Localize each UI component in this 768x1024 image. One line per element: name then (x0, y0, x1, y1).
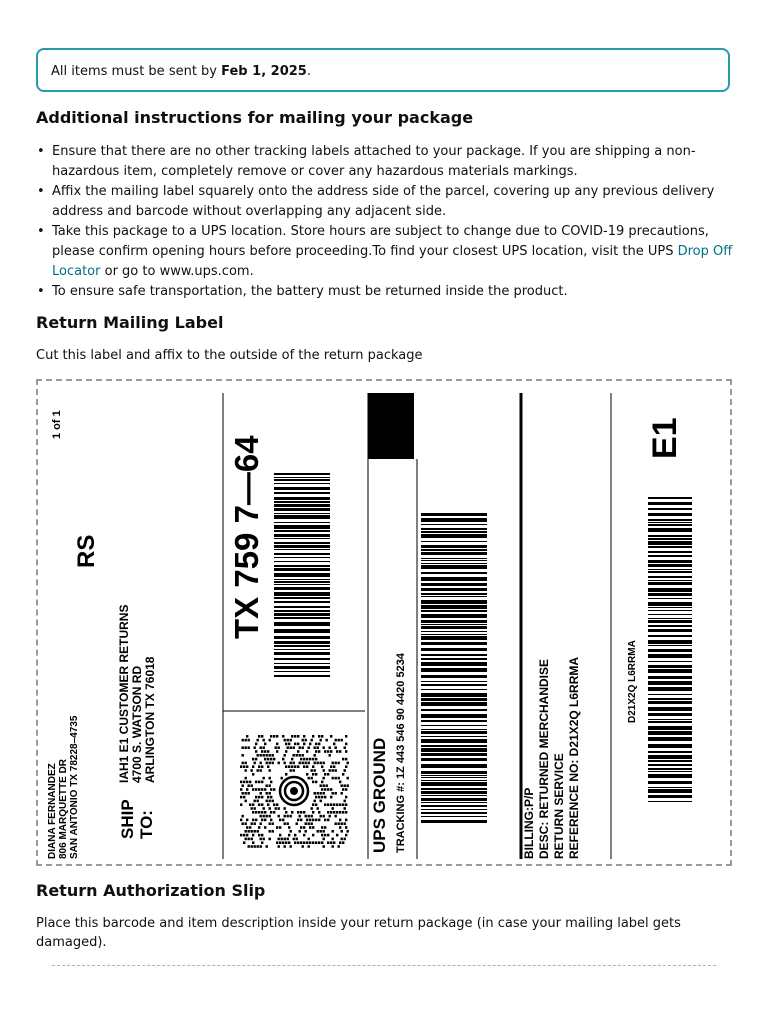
list-item: • Take this package to a UPS location. Store hours are subject to change due to COVID-19 precautions, please confirm opening hours before proceeding.To find your closest UPS location, visit the UPS Drop Off Locator or go to www.ups.com. (36, 222, 736, 282)
cut-line (52, 965, 716, 966)
recipient-line: ARLINGTON TX 76018 (143, 656, 157, 783)
rs-code: RS (73, 534, 100, 568)
shipping-label (36, 379, 732, 866)
sender-line: SAN ANTONIO TX 78228–4735 (69, 715, 80, 859)
recipient-line: 4700 S. WATSON RD (130, 665, 144, 783)
billing-line: REFERENCE NO: D21X2Q L6RRMA (567, 656, 581, 859)
billing-line: RETURN SERVICE (552, 753, 566, 859)
routing-barcode (274, 473, 330, 677)
drop-off-locator-link[interactable]: Drop Off Locator (52, 244, 733, 279)
slip-heading: Return Authorization Slip (36, 881, 266, 900)
recipient-line: IAH1 E1 CUSTOMER RETURNS (117, 604, 131, 783)
deadline-notice (36, 48, 730, 92)
tracking-number: TRACKING #: 1Z 443 546 90 4420 5234 (395, 653, 407, 853)
slip-instructions: Place this barcode and item description inside your return package (in case your mailing label gets damaged). (36, 916, 681, 950)
list-item: • Affix the mailing label squarely onto the address side of the parcel, covering up any previous delivery address and barcode without overlapping any adjacent side. (36, 182, 736, 222)
notice-date: Feb 1, 2025 (221, 64, 307, 79)
ship-to-label: SHIP (118, 799, 137, 839)
sender-line: DIANA FERNANDEZ (47, 763, 58, 859)
list-item: • Ensure that there are no other tracking labels attached to your package. If you are shipping a non-hazardous item, completely remove or cover any hazardous materials markings. (36, 142, 736, 182)
maxicode-2d-barcode (240, 735, 349, 848)
return-label-heading: Return Mailing Label (36, 313, 224, 332)
billing-line: DESC: RETURNED MERCHANDISE (537, 658, 551, 859)
reference-barcode (648, 497, 692, 802)
return-label-instructions: Cut this label and affix to the outside of the return package (36, 348, 423, 363)
list-item: • To ensure safe transportation, the battery must be returned inside the product. (36, 282, 736, 302)
notice-suffix: . (306, 64, 311, 79)
destination-code: E1 (646, 417, 684, 459)
notice-text: All items must be sent by (51, 64, 222, 79)
ship-to-label: TO: (137, 810, 156, 839)
service-indicator-block (368, 393, 414, 459)
instructions-list (36, 142, 736, 302)
tracking-barcode (421, 513, 487, 823)
instructions-heading: Additional instructions for mailing your package (36, 108, 474, 127)
service-name: UPS GROUND (370, 737, 389, 853)
page-count: 1 of 1 (51, 410, 63, 439)
billing-line: BILLING:P/P (522, 787, 536, 859)
routing-code: TX 759 7—64 (228, 435, 265, 639)
sender-line: 806 MARQUETTE DR (58, 758, 69, 859)
reference-code: D21X2Q L6RRMA (627, 640, 638, 723)
